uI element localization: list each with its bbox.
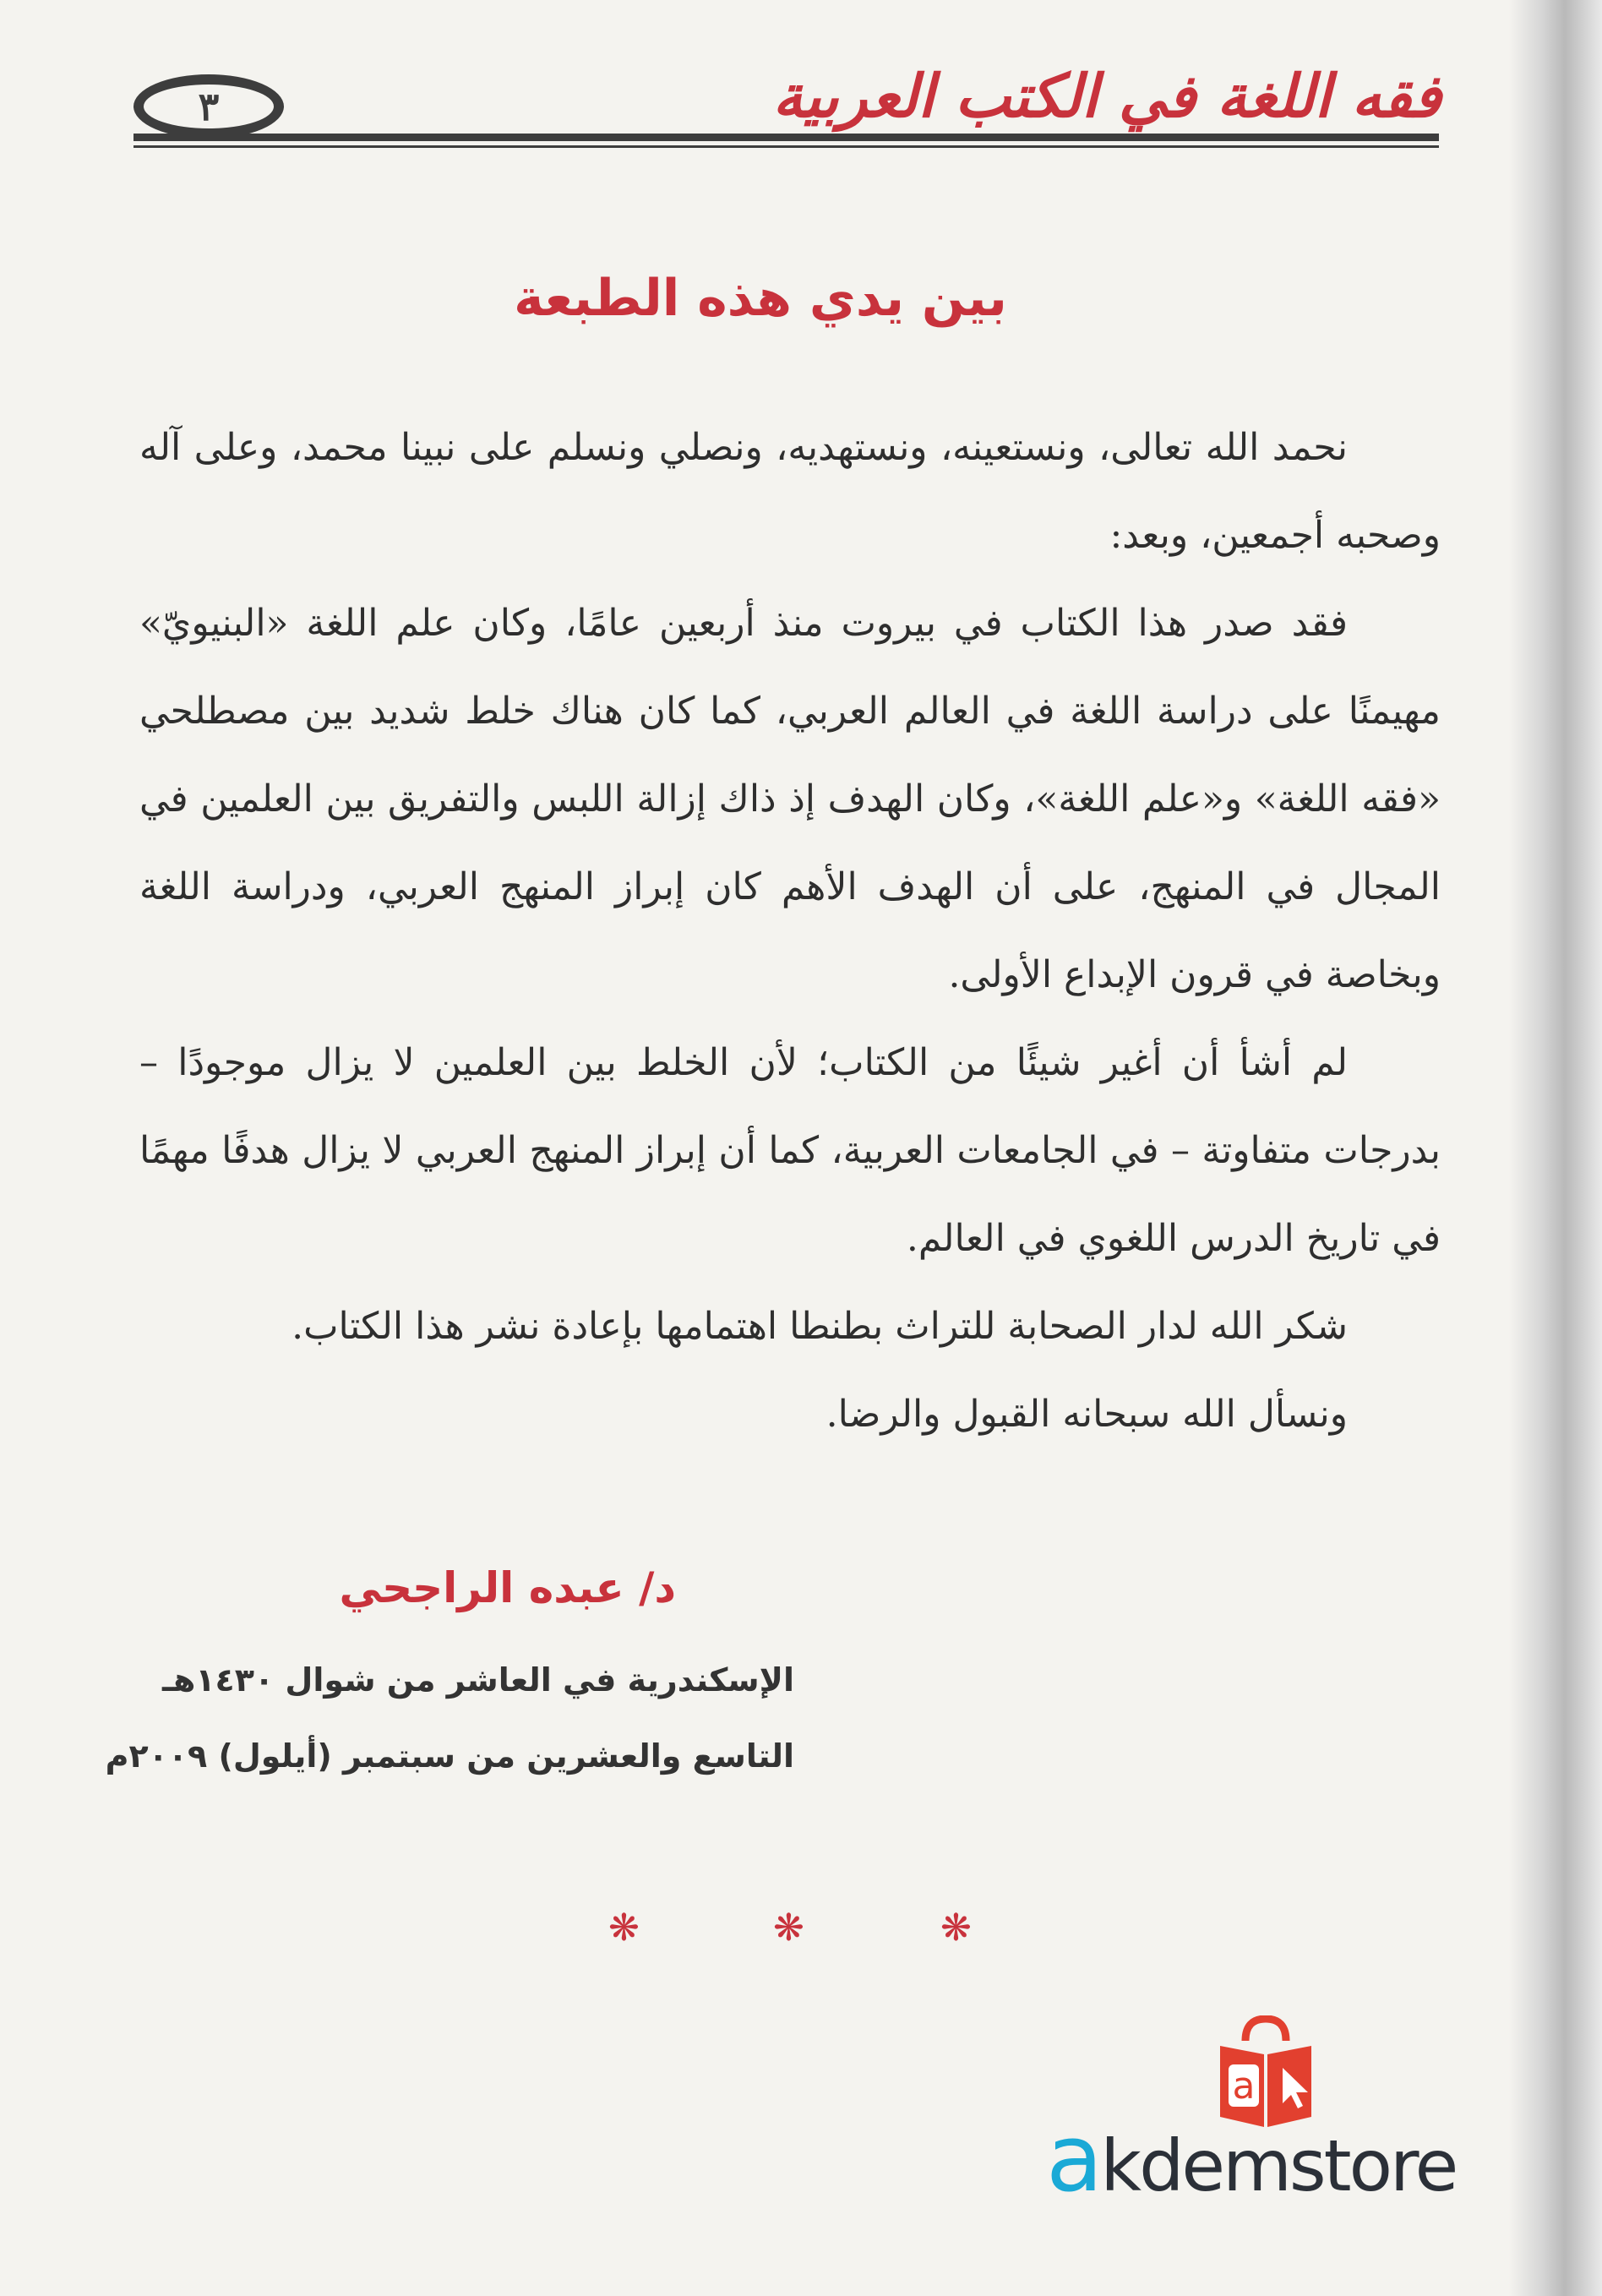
store-watermark: [1046, 2104, 1485, 2212]
page-gutter-shadow: [1509, 0, 1602, 2296]
section-title: بين يدي هذه الطبعة: [514, 269, 1007, 328]
header-rule-thin: [134, 145, 1439, 148]
paragraph: نحمد الله تعالى، ونستعينه، ونستهديه، ونصلي ونسلم على نبينا محمد، وعلى آله وصحبه أجمعين، وبعد:: [139, 426, 1441, 557]
page-number: ٣: [198, 84, 220, 129]
ornament-star: ❋: [608, 1906, 640, 1950]
date-gregorian: التاسع والعشرين من سبتمبر (أيلول) ٢٠٠٩م: [105, 1737, 794, 1775]
paragraph: فقد صدر هذا الكتاب في بيروت منذ أربعين عامًا، وكان علم اللغة «البنيويّ» مهيمنًا على دراسة اللغة في العالم العربي، كما كان هناك خلط شديد بين مصطلحي «فقه اللغة» و«علم اللغة»، وكان الهدف إذ ذاك إزالة اللبس والتفريق بين العلمين في المجال في المنهج، على أن الهدف الأهم كان إبراز المنهج العربي، ودراسة اللغة وبخاصة في قرون الإبداع الأولى.: [139, 602, 1441, 996]
author-signature: د/ عبده الراجحي: [339, 1563, 676, 1612]
ornament-divider: [608, 1903, 997, 1954]
watermark-name: kdemstore: [1100, 2124, 1457, 2207]
ornament-star: ❋: [940, 1906, 972, 1950]
running-title: فقه اللغة في الكتب العربية: [772, 61, 1441, 131]
paragraph: ونسأل الله سبحانه القبول والرضا.: [826, 1393, 1348, 1436]
body-text: [139, 404, 1441, 1459]
paragraph: لم أشأ أن أغير شيئًا من الكتاب؛ لأن الخلط بين العلمين لا يزال موجودًا – بدرجات متفاوتة – في الجامعات العربية، كما أن إبراز المنهج العربي لا يزال هدفًا مهمًا في تاريخ الدرس اللغوي في العالم.: [139, 1041, 1441, 1260]
watermark-prefix: a: [1046, 2104, 1101, 2212]
header-rule-thick: [134, 134, 1439, 141]
date-hijri: الإسكندرية في العاشر من شوال ١٤٣٠هـ: [162, 1661, 794, 1699]
page-number-badge: [134, 74, 284, 139]
svg-text:a: a: [1232, 2064, 1256, 2108]
paragraph: شكر الله لدار الصحابة للتراث بطنطا اهتمامها بإعادة نشر هذا الكتاب.: [292, 1305, 1348, 1348]
ornament-star: ❋: [773, 1906, 804, 1950]
